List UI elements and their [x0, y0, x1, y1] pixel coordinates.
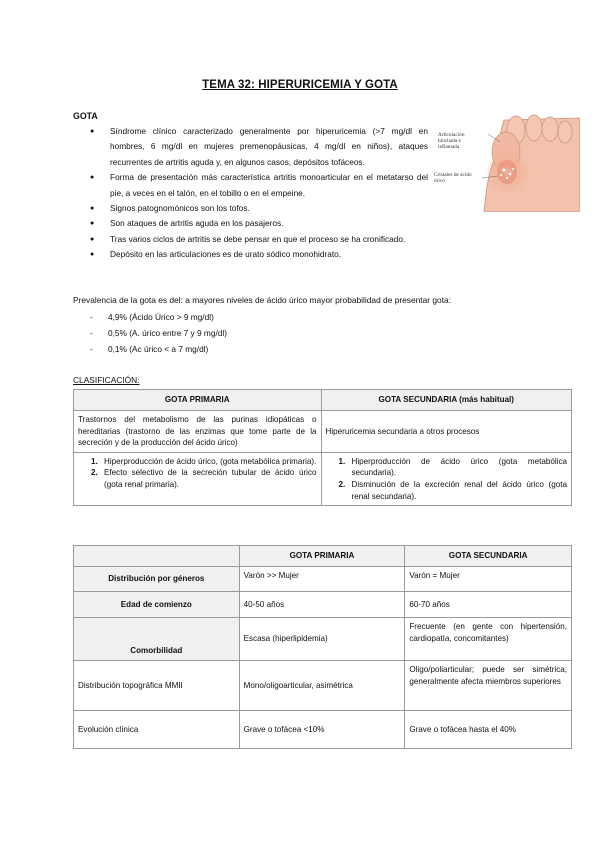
figure-label-crystals: Cristales de ácido úrico: [434, 172, 472, 184]
column-header-primaria: GOTA PRIMARIA: [74, 390, 322, 411]
row-header: Edad de comienzo: [74, 592, 240, 618]
classification-heading: CLASIFICACIÓN:: [73, 375, 140, 385]
table-header-row: [74, 546, 572, 567]
list-item: 2. Efecto selectivo de la secreción tubular de ácido úrico (gota renal primaria).: [100, 467, 317, 490]
comparison-table: [73, 545, 572, 749]
table-row: [74, 452, 572, 505]
list-item: ● Tras varios ciclos de artritis se debe pensar en que el proceso se ha cronificado.: [90, 232, 490, 247]
table-cell-text: Hiperuricemia secundaria a otros procesos: [325, 426, 480, 436]
table-row: [74, 711, 572, 749]
table-cell: Oligo/poliarticular; puede ser simétrica, generalmente afecta miembros superiores: [405, 661, 572, 711]
section-heading: GOTA: [73, 111, 98, 121]
table-header-row: [74, 390, 572, 411]
row-header: Comorbilidad: [74, 618, 240, 661]
page-title: TEMA 32: HIPERURICEMIA Y GOTA: [202, 79, 398, 91]
row-header: Distribución topográfica MMII: [74, 661, 240, 711]
figure-label-inflamed-joint: Articulación hinchada e inflamada: [438, 132, 465, 150]
row-header: Distribución por géneros: [74, 567, 240, 592]
list-item: 1. Hiperproducción de ácido úrico (gota metabólica secundaria).: [348, 456, 568, 479]
list-item: - 0,1% (Ac úrico < a 7 mg/dl): [90, 342, 227, 358]
column-header-primaria: GOTA PRIMARIA: [239, 546, 405, 567]
prevalence-intro: Prevalencia de la gota es del: a mayores niveles de ácido úrico mayor probabilidad de presentar gota:: [73, 295, 452, 305]
table-cell: Trastornos del metabolismo de las purinas idiopáticas o hereditarias (trastorno de las enzimas que tome parte de la secreción y de la producción del ácido úrico): [74, 411, 322, 453]
list-item: ● Son ataques de artritis aguda en los pasajeros.: [90, 216, 462, 231]
row-header: Evolución clínica: [74, 711, 240, 749]
list-item: 2. Disminución de la excreción renal del ácido úrico (gota renal secundaria).: [348, 479, 568, 502]
list-item: - 0,5% (A. úrico entre 7 y 9 mg/dl): [90, 326, 227, 342]
list-item: - 4,9% (Ácido Úrico > 9 mg/dl): [90, 310, 227, 326]
table-cell: Mono/oligoarticular, asimétrica: [239, 661, 405, 711]
table-cell: Varón >> Mujer: [239, 567, 405, 592]
table-row: [74, 592, 572, 618]
classification-table: [73, 389, 572, 506]
list-item: 1. Hiperproducción de ácido úrico, (gota metabólica primaria).: [100, 456, 317, 468]
column-header-secundaria: GOTA SECUNDARIA: [405, 546, 572, 567]
table-cell: Grave o tofácea <10%: [239, 711, 405, 749]
list-item: ● Depósito en las articulaciones es de urato sódico monohidrato.: [90, 247, 462, 262]
table-row: [74, 411, 572, 453]
table-cell: Grave o tofácea hasta el 40%: [405, 711, 572, 749]
list-item: ● Signos patognomónicos son los tofos.: [90, 201, 462, 216]
prevalence-list: [90, 310, 227, 357]
table-cell: Frecuente (en gente con hipertensión, cardiopatía, concomitantes): [405, 618, 572, 661]
table-cell: 40-50 años: [239, 592, 405, 618]
table-cell: [321, 452, 572, 505]
bullet-list: [90, 124, 428, 263]
table-row: [74, 567, 572, 592]
table-cell: [74, 452, 322, 505]
column-header-secundaria: GOTA SECUNDARIA (más habitual): [321, 390, 572, 411]
list-item: ● Forma de presentación más característica artritis monoarticular en el metatarso del pie, a veces en el talón, en el tobillo o en el empeine.: [90, 170, 428, 201]
table-cell: [321, 411, 572, 453]
table-row: [74, 618, 572, 661]
table-row: [74, 661, 572, 711]
table-cell: 60-70 años: [405, 592, 572, 618]
table-cell: Varón = Mujer: [405, 567, 572, 592]
list-item: ● Síndrome clínico caracterizado generalmente por hiperuricemia (>7 mg/dl en hombres, 6 mg/dl en mujeres premenopáusicas, 4 mg/dl en niños), ataques recurrentes de artritis aguda y, en algunos casos, depósitos tofáceos.: [90, 124, 428, 170]
table-cell: Escasa (hiperlipidemia): [239, 618, 405, 661]
gout-foot-illustration: [428, 112, 580, 212]
column-header-empty: [74, 546, 240, 567]
